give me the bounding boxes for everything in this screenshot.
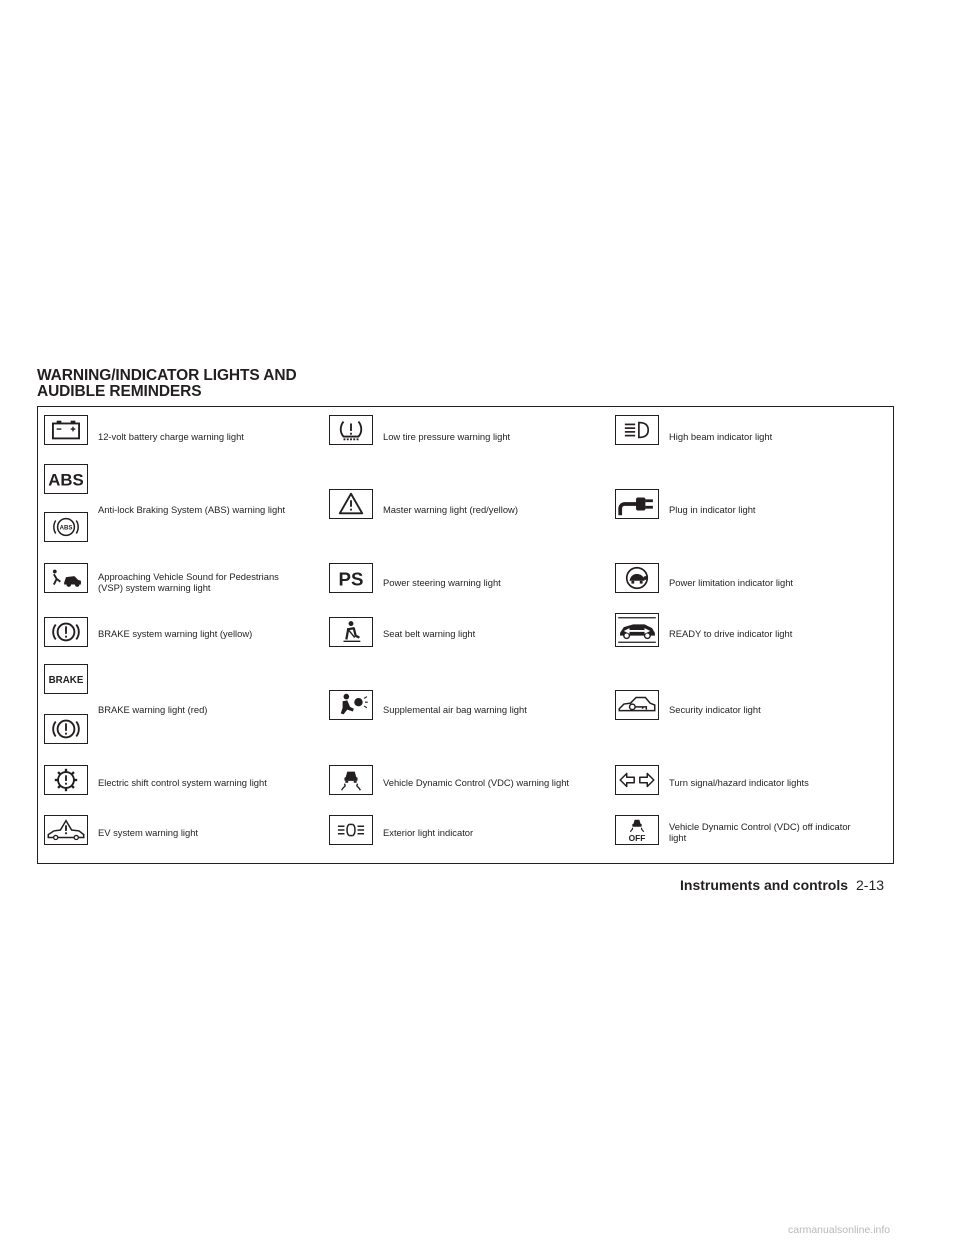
master-warning-icon	[329, 489, 373, 519]
label-electric-shift: Electric shift control system warning light	[98, 777, 267, 788]
footer-section-title: Instruments and controls	[680, 877, 849, 893]
ready-icon	[615, 613, 659, 647]
vdc-off-icon	[615, 815, 659, 845]
label-battery: 12-volt battery charge warning light	[98, 431, 244, 442]
label-vdc: Vehicle Dynamic Control (VDC) warning light	[383, 777, 570, 788]
label-tire-pressure: Low tire pressure warning light	[383, 431, 511, 442]
watermark-text: carmanualsonline.info	[788, 1224, 891, 1236]
footer-page-number: 2-13	[856, 877, 885, 893]
label-ev-system: EV system warning light	[98, 827, 199, 838]
section-heading	[37, 368, 297, 400]
turn-signal-icon	[615, 765, 659, 795]
brake-circle-icon	[44, 617, 88, 647]
indicator-lights-table	[37, 406, 894, 864]
label-high-beam: High beam indicator light	[669, 431, 773, 442]
label-exterior-light: Exterior light indicator	[383, 827, 474, 838]
label-brake-red: BRAKE warning light (red)	[98, 704, 208, 715]
label-security: Security indicator light	[669, 704, 761, 715]
label-vdc-off: Vehicle Dynamic Control (VDC) off indicator light	[669, 821, 851, 843]
security-icon	[615, 690, 659, 720]
high-beam-icon	[615, 415, 659, 445]
svg-text:ABS: ABS	[59, 525, 73, 532]
label-abs: Anti-lock Braking System (ABS) warning light	[98, 504, 286, 515]
label-master-warning: Master warning light (red/yellow)	[383, 504, 518, 515]
power-limit-icon	[615, 563, 659, 593]
section-heading-line1: WARNING/INDICATOR LIGHTS AND	[37, 367, 297, 384]
exterior-light-icon	[329, 815, 373, 845]
gear-warning-icon	[44, 765, 88, 795]
power-steering-icon	[329, 563, 373, 593]
abs-circle-icon	[44, 512, 88, 542]
label-vsp: Approaching Vehicle Sound for Pedestrians (VSP) system warning light	[98, 571, 279, 593]
ev-warning-icon	[44, 815, 88, 845]
label-power-steering: Power steering warning light	[383, 577, 501, 588]
vdc-icon	[329, 765, 373, 795]
brake-icon-text: BRAKE	[48, 675, 84, 687]
label-plug-in: Plug in indicator light	[669, 504, 756, 515]
brake-text-icon	[44, 664, 88, 694]
label-brake-yellow: BRAKE system warning light (yellow)	[98, 628, 253, 639]
seat-belt-icon	[329, 617, 373, 647]
vdc-off-icon-text: OFF	[628, 833, 646, 844]
brake-circle-red-icon	[44, 714, 88, 744]
abs-icon	[44, 464, 88, 494]
vsp-icon	[44, 563, 88, 593]
ps-icon-text: PS	[338, 568, 364, 590]
label-power-limitation: Power limitation indicator light	[669, 577, 794, 588]
label-airbag: Supplemental air bag warning light	[383, 704, 527, 715]
abs-icon-text: ABS	[48, 470, 84, 490]
battery-icon	[44, 415, 88, 445]
label-turn-signal: Turn signal/hazard indicator lights	[669, 777, 809, 788]
tire-pressure-icon	[329, 415, 373, 445]
airbag-icon	[329, 690, 373, 720]
label-seat-belt: Seat belt warning light	[383, 628, 476, 639]
plug-icon	[615, 489, 659, 519]
section-heading-line2: AUDIBLE REMINDERS	[37, 383, 202, 400]
label-ready: READY to drive indicator light	[669, 628, 793, 639]
